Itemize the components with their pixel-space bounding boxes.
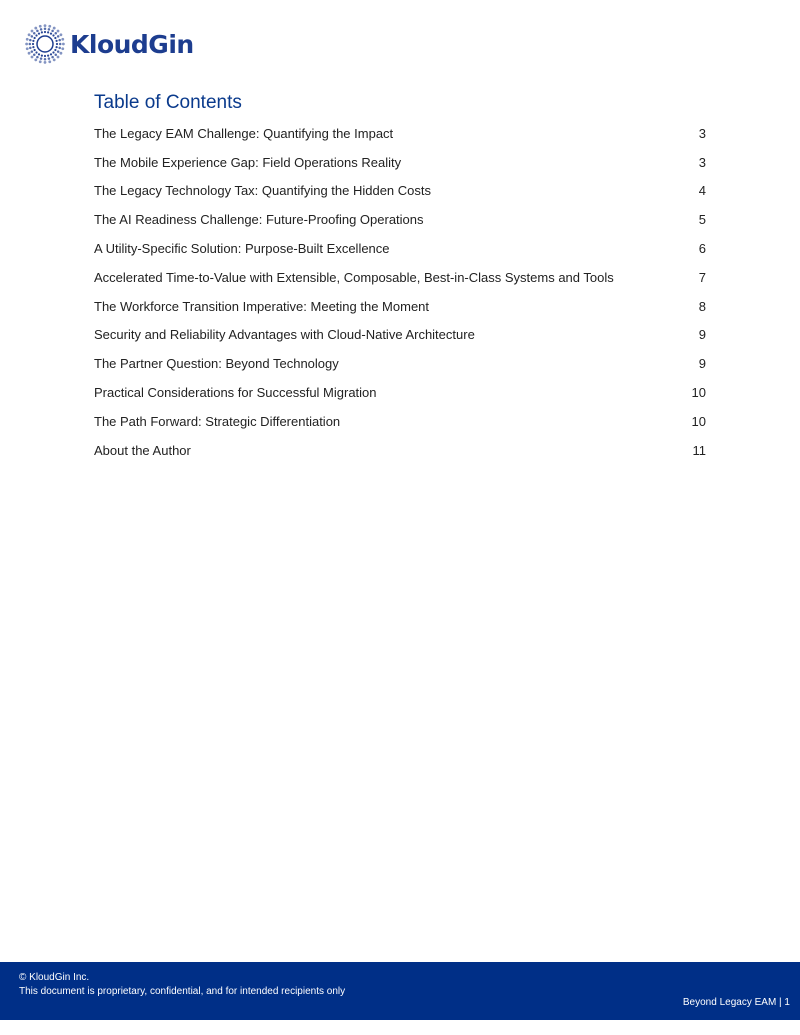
toc-entry-title: The Legacy Technology Tax: Quantifying the Hidden Costs [94,183,432,199]
toc-entry-title: The Partner Question: Beyond Technology [94,356,339,372]
toc-entry[interactable] [94,177,706,206]
toc-entry[interactable] [94,119,706,148]
toc-entry[interactable] [94,205,706,234]
toc-entry-page: 11 [692,442,706,458]
toc-entry-title: Security and Reliability Advantages with Cloud-Native Architecture [94,327,475,343]
toc-entry-title: The AI Readiness Challenge: Future-Proofing Operations [94,212,424,228]
toc-entry[interactable] [94,263,706,292]
kloudgin-logo [24,22,194,66]
page-footer [0,962,800,1020]
toc-list [94,119,706,465]
kloudgin-logo-icon [24,23,66,65]
toc-entry-page: 3 [698,154,706,170]
toc-entry-page: 9 [698,356,706,372]
toc-entry-title: The Workforce Transition Imperative: Meeting the Moment [94,298,430,314]
toc-entry-title: Accelerated Time-to-Value with Extensible, Composable, Best-in-Class Systems and Tools [94,269,614,285]
toc-entry[interactable] [94,378,706,407]
toc-entry[interactable] [94,148,706,177]
toc-entry-page: 6 [698,241,706,257]
toc-entry[interactable] [94,234,706,263]
toc-entry-page: 7 [698,269,706,285]
footer-copyright: © KloudGin Inc. [19,972,90,983]
toc-title: Table of Contents [94,92,242,113]
toc-entry[interactable] [94,407,706,436]
toc-entry-title: The Legacy EAM Challenge: Quantifying the Impact [94,125,394,141]
toc-entry-title: A Utility-Specific Solution: Purpose-Built Excellence [94,241,390,257]
toc-entry-title: The Path Forward: Strategic Differentiation [94,413,341,429]
toc-entry[interactable] [94,436,706,465]
toc-entry-page: 3 [698,125,706,141]
toc-entry[interactable] [94,292,706,321]
toc-entry-title: The Mobile Experience Gap: Field Operations Reality [94,154,402,170]
toc-entry-page: 5 [698,212,706,228]
toc-entry[interactable] [94,321,706,350]
toc-entry-title: About the Author [94,442,191,458]
footer-doc-label: Beyond Legacy EAM | 1 [682,997,790,1008]
logo-text: KloudGin [70,29,194,59]
toc-entry[interactable] [94,349,706,378]
toc-entry-page: 4 [698,183,706,199]
footer-copyright-block [19,971,345,999]
toc-entry-page: 8 [698,298,706,314]
footer-notice: This document is proprietary, confidential, and for intended recipients only [19,986,346,997]
toc-entry-title: Practical Considerations for Successful Migration [94,385,377,401]
toc-entry-page: 10 [691,385,706,401]
toc-entry-page: 9 [698,327,706,343]
toc-entry-page: 10 [691,413,706,429]
